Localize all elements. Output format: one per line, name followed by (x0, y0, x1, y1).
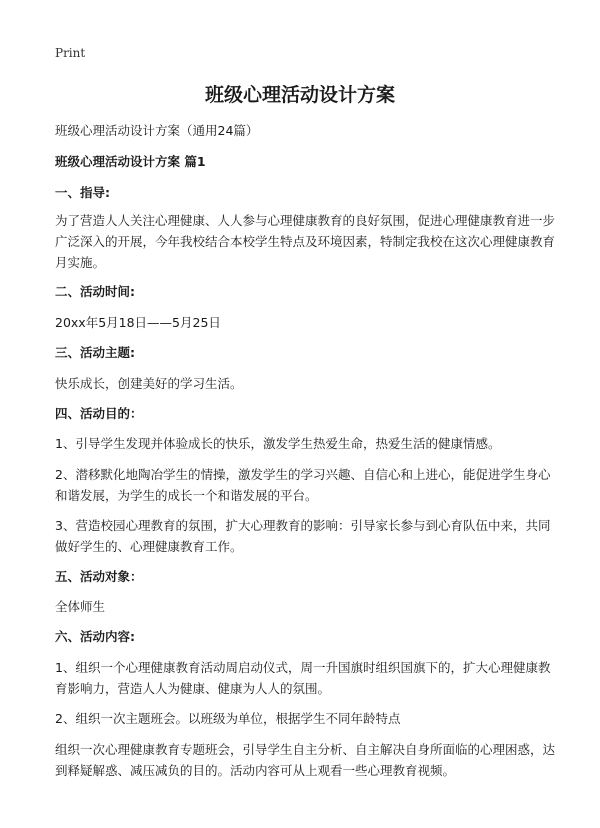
section-text-guidance: 为了营造人人关注心理健康、人人参与心理健康教育的良好氛围，促进心理健康教育进一步广泛深入的开展，今年我校结合本校学生特点及环境因素，特制定我校在这次心理健康教育月实施。 (55, 213, 556, 270)
section-heading-purpose: 四、活动目的： (55, 406, 143, 421)
section-text-audience: 全体师生 (55, 599, 106, 614)
section-text-time: 20xx年5月18日——5月25日 (55, 315, 221, 330)
section-heading-content: 六、活动内容: (55, 629, 135, 644)
section-heading-guidance: 一、指导: (55, 185, 110, 200)
page-title: 班级心理活动设计方案 (204, 84, 395, 106)
content-item-3: 组织一次心理健康教育专题班会，引导学生自主分析、自主解决自身所面临的心理困惑，达到释疑解惑、减压减负的目的。活动内容可从上观看一些心理教育视频。 (55, 742, 556, 778)
purpose-item-1: 1、引导学生发现并体验成长的快乐，激发学生热爱生命，热爱生活的健康情感。 (55, 436, 501, 451)
section-heading-theme: 三、活动主题: (55, 345, 135, 360)
section-heading-time: 二、活动时间: (55, 284, 135, 299)
section-text-theme: 快乐成长，创建美好的学习生活。 (55, 376, 243, 391)
content-item-1: 1、组织一个心理健康教育活动周启动仪式，周一升国旗时组织国旗下的，扩大心理健康教育影响力，营造人人为健康、健康为人人的氛围。 (55, 660, 551, 696)
content-item-2: 2、组织一次主题班会。以班级为单位，根据学生不同年龄特点 (55, 711, 401, 726)
purpose-item-2: 2、潜移默化地陶冶学生的情操，激发学生的学习兴趣、自信心和上进心，能促进学生身心和谐发展，为学生的成长一个和谐发展的平台。 (55, 467, 551, 503)
subtitle: 班级心理活动设计方案（通用24篇） (55, 123, 259, 138)
article-heading: 班级心理活动设计方案 篇1 (55, 154, 206, 169)
print-label[interactable]: Print (55, 46, 86, 60)
purpose-item-3: 3、营造校园心理教育的氛围，扩大心理教育的影响：引导家长参与到心育队伍中来，共同做好学生的、心理健康教育工作。 (55, 518, 551, 554)
section-heading-audience: 五、活动对象： (55, 569, 143, 584)
